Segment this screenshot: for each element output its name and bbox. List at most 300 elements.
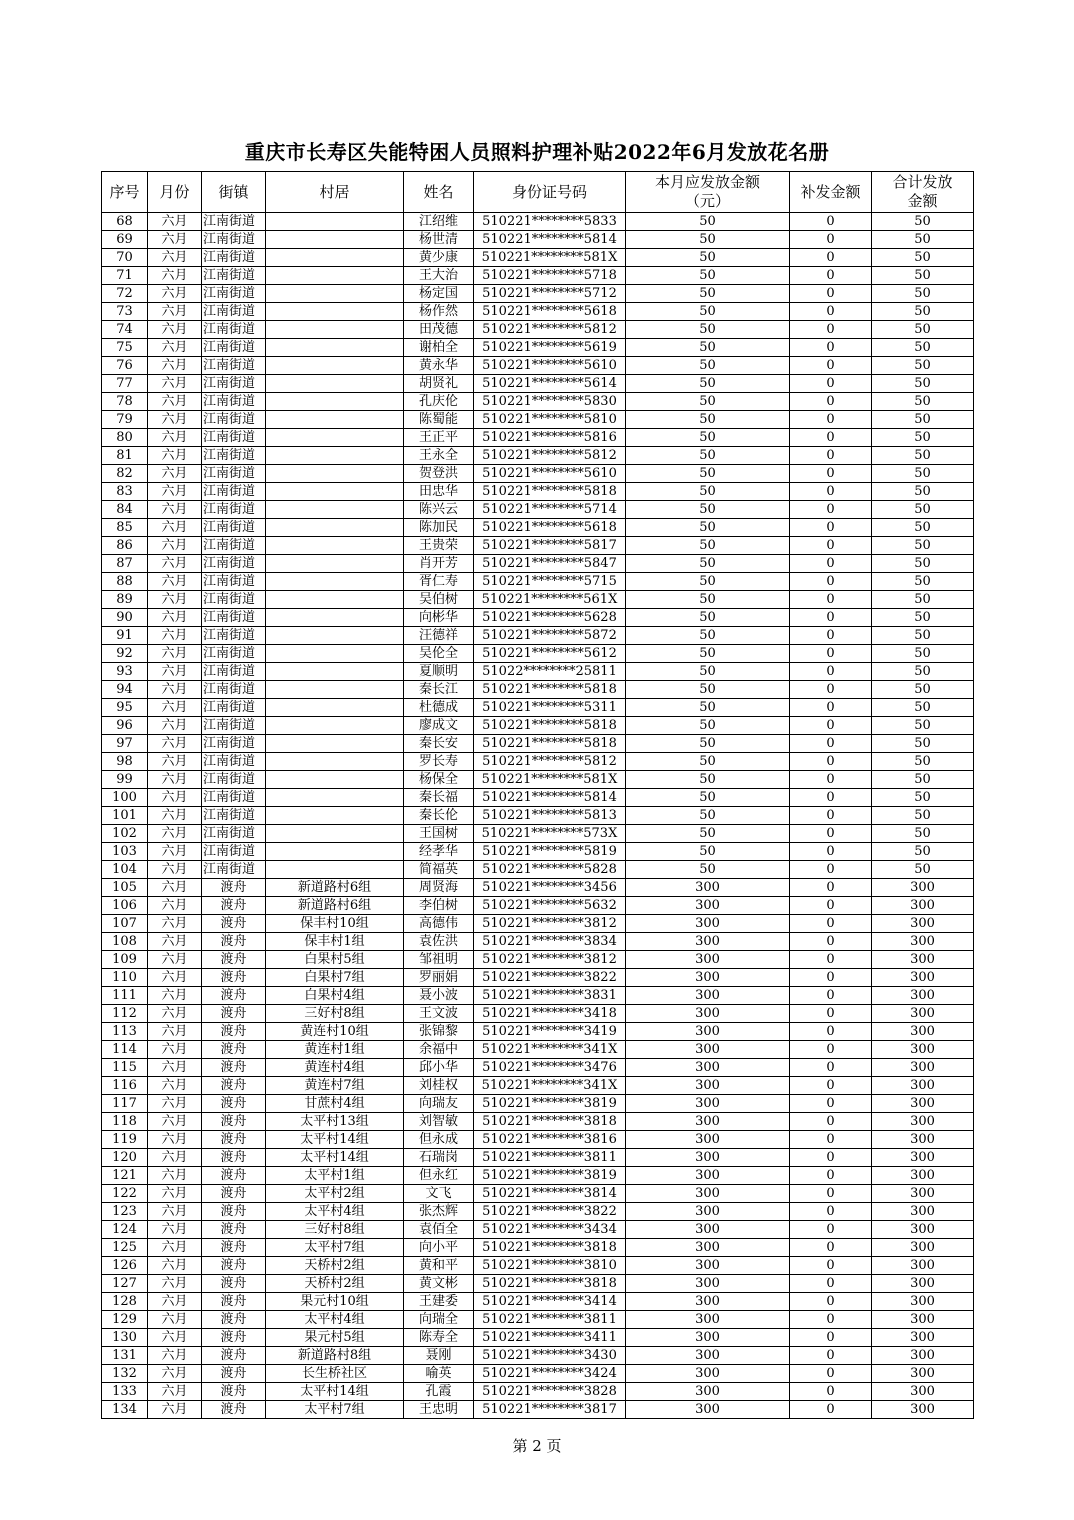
header-month: 月份	[148, 172, 202, 213]
cell-town: 渡舟	[202, 1131, 266, 1149]
cell-month: 六月	[148, 1077, 202, 1095]
cell-seq: 108	[102, 933, 148, 951]
table-row	[102, 1095, 974, 1113]
cell-month: 六月	[148, 717, 202, 735]
cell-seq: 75	[102, 339, 148, 357]
table-row	[102, 699, 974, 717]
cell-due-amount: 300	[626, 1149, 790, 1167]
cell-village	[266, 303, 404, 321]
cell-id-number: 510221********5810	[474, 411, 626, 429]
cell-due-amount: 50	[626, 303, 790, 321]
cell-month: 六月	[148, 411, 202, 429]
header-supplement-amount: 补发金额	[790, 172, 872, 213]
cell-month: 六月	[148, 267, 202, 285]
cell-seq: 133	[102, 1383, 148, 1401]
cell-month: 六月	[148, 375, 202, 393]
cell-month: 六月	[148, 321, 202, 339]
cell-supplement-amount: 0	[790, 681, 872, 699]
table-row	[102, 645, 974, 663]
cell-month: 六月	[148, 285, 202, 303]
cell-village: 天桥村2组	[266, 1257, 404, 1275]
cell-supplement-amount: 0	[790, 303, 872, 321]
cell-due-amount: 50	[626, 645, 790, 663]
table-row	[102, 753, 974, 771]
cell-id-number: 510221********3819	[474, 1095, 626, 1113]
cell-supplement-amount: 0	[790, 429, 872, 447]
table-row	[102, 1059, 974, 1077]
cell-village	[266, 861, 404, 879]
cell-supplement-amount: 0	[790, 825, 872, 843]
cell-total-amount: 300	[872, 915, 974, 933]
cell-seq: 98	[102, 753, 148, 771]
cell-seq: 99	[102, 771, 148, 789]
cell-id-number: 510221********3834	[474, 933, 626, 951]
cell-supplement-amount: 0	[790, 789, 872, 807]
cell-due-amount: 300	[626, 879, 790, 897]
cell-name: 罗丽娟	[404, 969, 474, 987]
cell-total-amount: 50	[872, 609, 974, 627]
cell-name: 江绍维	[404, 213, 474, 231]
cell-town: 江南街道	[202, 465, 266, 483]
cell-month: 六月	[148, 447, 202, 465]
cell-supplement-amount: 0	[790, 1059, 872, 1077]
cell-seq: 83	[102, 483, 148, 501]
cell-village: 果元村10组	[266, 1293, 404, 1311]
cell-id-number: 510221********3811	[474, 1311, 626, 1329]
cell-id-number: 510221********581X	[474, 249, 626, 267]
cell-supplement-amount: 0	[790, 1257, 872, 1275]
cell-total-amount: 50	[872, 699, 974, 717]
cell-id-number: 510221********3818	[474, 1239, 626, 1257]
cell-name: 秦长安	[404, 735, 474, 753]
cell-seq: 127	[102, 1275, 148, 1293]
table-row	[102, 1293, 974, 1311]
cell-seq: 116	[102, 1077, 148, 1095]
cell-seq: 110	[102, 969, 148, 987]
cell-due-amount: 300	[626, 1383, 790, 1401]
cell-town: 江南街道	[202, 393, 266, 411]
cell-town: 渡舟	[202, 879, 266, 897]
cell-total-amount: 50	[872, 663, 974, 681]
cell-month: 六月	[148, 1401, 202, 1419]
cell-id-number: 510221********3822	[474, 1203, 626, 1221]
cell-total-amount: 50	[872, 303, 974, 321]
cell-due-amount: 300	[626, 1329, 790, 1347]
cell-total-amount: 50	[872, 339, 974, 357]
cell-town: 渡舟	[202, 1239, 266, 1257]
cell-town: 江南街道	[202, 429, 266, 447]
cell-due-amount: 300	[626, 1077, 790, 1095]
cell-month: 六月	[148, 609, 202, 627]
cell-town: 渡舟	[202, 1041, 266, 1059]
cell-name: 田茂德	[404, 321, 474, 339]
cell-due-amount: 300	[626, 1257, 790, 1275]
cell-supplement-amount: 0	[790, 1239, 872, 1257]
cell-town: 渡舟	[202, 933, 266, 951]
cell-total-amount: 50	[872, 483, 974, 501]
cell-supplement-amount: 0	[790, 1077, 872, 1095]
cell-seq: 115	[102, 1059, 148, 1077]
cell-town: 江南街道	[202, 681, 266, 699]
cell-due-amount: 50	[626, 519, 790, 537]
cell-town: 江南街道	[202, 807, 266, 825]
cell-id-number: 510221********3424	[474, 1365, 626, 1383]
table-row	[102, 771, 974, 789]
cell-id-number: 510221********5612	[474, 645, 626, 663]
cell-seq: 69	[102, 231, 148, 249]
cell-total-amount: 50	[872, 465, 974, 483]
cell-month: 六月	[148, 213, 202, 231]
cell-supplement-amount: 0	[790, 771, 872, 789]
cell-month: 六月	[148, 339, 202, 357]
cell-village	[266, 843, 404, 861]
cell-due-amount: 300	[626, 1293, 790, 1311]
cell-due-amount: 300	[626, 969, 790, 987]
table-row	[102, 213, 974, 231]
header-town: 街镇	[202, 172, 266, 213]
cell-seq: 109	[102, 951, 148, 969]
roster-table	[101, 171, 974, 1419]
table-row	[102, 1077, 974, 1095]
cell-seq: 122	[102, 1185, 148, 1203]
cell-seq: 129	[102, 1311, 148, 1329]
cell-village	[266, 627, 404, 645]
cell-id-number: 510221********561X	[474, 591, 626, 609]
table-row	[102, 411, 974, 429]
cell-supplement-amount: 0	[790, 1023, 872, 1041]
cell-supplement-amount: 0	[790, 699, 872, 717]
cell-due-amount: 50	[626, 825, 790, 843]
cell-village	[266, 267, 404, 285]
cell-seq: 101	[102, 807, 148, 825]
cell-month: 六月	[148, 537, 202, 555]
cell-month: 六月	[148, 1329, 202, 1347]
cell-total-amount: 50	[872, 861, 974, 879]
header-due-amount-line2: （元）	[684, 192, 730, 210]
cell-id-number: 510221********5718	[474, 267, 626, 285]
header-village: 村居	[266, 172, 404, 213]
cell-town: 江南街道	[202, 285, 266, 303]
table-row	[102, 933, 974, 951]
table-row	[102, 861, 974, 879]
cell-supplement-amount: 0	[790, 519, 872, 537]
cell-total-amount: 300	[872, 1329, 974, 1347]
cell-id-number: 510221********5833	[474, 213, 626, 231]
cell-name: 周贤海	[404, 879, 474, 897]
cell-due-amount: 50	[626, 483, 790, 501]
cell-total-amount: 300	[872, 1275, 974, 1293]
cell-month: 六月	[148, 1185, 202, 1203]
cell-village	[266, 231, 404, 249]
cell-village: 黄连村4组	[266, 1059, 404, 1077]
cell-seq: 113	[102, 1023, 148, 1041]
cell-name: 高德伟	[404, 915, 474, 933]
cell-seq: 128	[102, 1293, 148, 1311]
cell-name: 陈兴云	[404, 501, 474, 519]
cell-name: 夏顺明	[404, 663, 474, 681]
table-row	[102, 483, 974, 501]
cell-total-amount: 300	[872, 1113, 974, 1131]
cell-seq: 90	[102, 609, 148, 627]
cell-supplement-amount: 0	[790, 663, 872, 681]
cell-id-number: 510221********5818	[474, 681, 626, 699]
header-total-amount-line1: 合计发放	[892, 173, 953, 191]
cell-name: 吴伯树	[404, 591, 474, 609]
cell-town: 渡舟	[202, 1185, 266, 1203]
cell-name: 简福英	[404, 861, 474, 879]
cell-supplement-amount: 0	[790, 1203, 872, 1221]
cell-seq: 104	[102, 861, 148, 879]
cell-due-amount: 50	[626, 285, 790, 303]
cell-town: 江南街道	[202, 213, 266, 231]
cell-village	[266, 519, 404, 537]
cell-id-number: 510221********5618	[474, 519, 626, 537]
cell-name: 杨定国	[404, 285, 474, 303]
cell-total-amount: 300	[872, 897, 974, 915]
cell-due-amount: 300	[626, 1239, 790, 1257]
cell-town: 江南街道	[202, 519, 266, 537]
cell-due-amount: 50	[626, 735, 790, 753]
cell-name: 吴伦全	[404, 645, 474, 663]
cell-seq: 121	[102, 1167, 148, 1185]
cell-due-amount: 300	[626, 1365, 790, 1383]
cell-seq: 91	[102, 627, 148, 645]
cell-total-amount: 50	[872, 393, 974, 411]
cell-village	[266, 429, 404, 447]
cell-supplement-amount: 0	[790, 267, 872, 285]
cell-seq: 103	[102, 843, 148, 861]
cell-id-number: 510221********5814	[474, 789, 626, 807]
cell-month: 六月	[148, 1005, 202, 1023]
table-row	[102, 807, 974, 825]
cell-due-amount: 50	[626, 843, 790, 861]
table-row	[102, 1113, 974, 1131]
cell-supplement-amount: 0	[790, 555, 872, 573]
cell-village	[266, 825, 404, 843]
cell-total-amount: 50	[872, 267, 974, 285]
cell-name: 黄和平	[404, 1257, 474, 1275]
cell-supplement-amount: 0	[790, 843, 872, 861]
cell-village	[266, 249, 404, 267]
cell-total-amount: 300	[872, 987, 974, 1005]
cell-village: 黄连村1组	[266, 1041, 404, 1059]
cell-name: 聂小波	[404, 987, 474, 1005]
cell-due-amount: 300	[626, 1113, 790, 1131]
cell-seq: 68	[102, 213, 148, 231]
cell-supplement-amount: 0	[790, 951, 872, 969]
table-row	[102, 951, 974, 969]
cell-village: 果元村5组	[266, 1329, 404, 1347]
cell-supplement-amount: 0	[790, 1005, 872, 1023]
cell-month: 六月	[148, 1365, 202, 1383]
cell-total-amount: 300	[872, 1005, 974, 1023]
cell-total-amount: 50	[872, 843, 974, 861]
cell-village: 黄连村10组	[266, 1023, 404, 1041]
cell-id-number: 510221********3810	[474, 1257, 626, 1275]
cell-name: 黄文彬	[404, 1275, 474, 1293]
cell-month: 六月	[148, 987, 202, 1005]
cell-month: 六月	[148, 1023, 202, 1041]
cell-id-number: 510221********5814	[474, 231, 626, 249]
table-row	[102, 915, 974, 933]
cell-month: 六月	[148, 735, 202, 753]
cell-name: 贺登洪	[404, 465, 474, 483]
cell-due-amount: 50	[626, 591, 790, 609]
cell-town: 江南街道	[202, 861, 266, 879]
cell-seq: 88	[102, 573, 148, 591]
cell-id-number: 510221********5715	[474, 573, 626, 591]
cell-seq: 74	[102, 321, 148, 339]
cell-village: 太平村7组	[266, 1401, 404, 1419]
table-row	[102, 519, 974, 537]
cell-month: 六月	[148, 1059, 202, 1077]
cell-id-number: 510221********3818	[474, 1113, 626, 1131]
cell-month: 六月	[148, 807, 202, 825]
cell-id-number: 510221********5610	[474, 357, 626, 375]
cell-total-amount: 50	[872, 537, 974, 555]
cell-id-number: 510221********3434	[474, 1221, 626, 1239]
cell-id-number: 510221********5812	[474, 447, 626, 465]
cell-total-amount: 50	[872, 231, 974, 249]
cell-village	[266, 375, 404, 393]
cell-village: 太平村4组	[266, 1311, 404, 1329]
cell-id-number: 510221********3811	[474, 1149, 626, 1167]
cell-supplement-amount: 0	[790, 447, 872, 465]
cell-due-amount: 50	[626, 627, 790, 645]
cell-supplement-amount: 0	[790, 285, 872, 303]
cell-id-number: 510221********3456	[474, 879, 626, 897]
cell-town: 渡舟	[202, 1023, 266, 1041]
cell-supplement-amount: 0	[790, 987, 872, 1005]
cell-name: 秦长江	[404, 681, 474, 699]
cell-name: 孔霞	[404, 1383, 474, 1401]
cell-month: 六月	[148, 1149, 202, 1167]
cell-total-amount: 50	[872, 591, 974, 609]
header-total-amount	[872, 172, 974, 213]
cell-month: 六月	[148, 789, 202, 807]
header-due-amount	[626, 172, 790, 213]
cell-due-amount: 300	[626, 1401, 790, 1419]
cell-town: 江南街道	[202, 753, 266, 771]
cell-due-amount: 300	[626, 897, 790, 915]
cell-due-amount: 300	[626, 1041, 790, 1059]
cell-town: 江南街道	[202, 591, 266, 609]
cell-due-amount: 300	[626, 1023, 790, 1041]
cell-month: 六月	[148, 933, 202, 951]
cell-seq: 96	[102, 717, 148, 735]
cell-month: 六月	[148, 573, 202, 591]
cell-month: 六月	[148, 879, 202, 897]
table-row	[102, 267, 974, 285]
cell-month: 六月	[148, 645, 202, 663]
cell-town: 江南街道	[202, 699, 266, 717]
cell-id-number: 510221********3818	[474, 1275, 626, 1293]
cell-town: 渡舟	[202, 951, 266, 969]
cell-total-amount: 50	[872, 411, 974, 429]
cell-seq: 119	[102, 1131, 148, 1149]
cell-town: 江南街道	[202, 555, 266, 573]
cell-supplement-amount: 0	[790, 807, 872, 825]
cell-total-amount: 50	[872, 753, 974, 771]
table-row	[102, 1149, 974, 1167]
cell-month: 六月	[148, 393, 202, 411]
table-row	[102, 1275, 974, 1293]
cell-village: 白果村4组	[266, 987, 404, 1005]
cell-seq: 84	[102, 501, 148, 519]
cell-total-amount: 300	[872, 1131, 974, 1149]
cell-supplement-amount: 0	[790, 645, 872, 663]
cell-name: 文飞	[404, 1185, 474, 1203]
table-row	[102, 375, 974, 393]
cell-village	[266, 681, 404, 699]
cell-name: 邱小华	[404, 1059, 474, 1077]
table-row	[102, 465, 974, 483]
cell-month: 六月	[148, 1275, 202, 1293]
cell-total-amount: 50	[872, 285, 974, 303]
cell-village: 太平村1组	[266, 1167, 404, 1185]
cell-seq: 97	[102, 735, 148, 753]
cell-seq: 112	[102, 1005, 148, 1023]
cell-id-number: 510221********5714	[474, 501, 626, 519]
cell-village	[266, 591, 404, 609]
cell-seq: 85	[102, 519, 148, 537]
cell-name: 汪德祥	[404, 627, 474, 645]
cell-supplement-amount: 0	[790, 915, 872, 933]
cell-name: 罗长寿	[404, 753, 474, 771]
cell-village	[266, 483, 404, 501]
page-title: 重庆市长寿区失能特困人员照料护理补贴2022年6月发放花名册	[244, 140, 830, 164]
cell-total-amount: 300	[872, 1077, 974, 1095]
cell-total-amount: 50	[872, 735, 974, 753]
cell-month: 六月	[148, 1113, 202, 1131]
table-row	[102, 1365, 974, 1383]
cell-town: 江南街道	[202, 375, 266, 393]
cell-town: 江南街道	[202, 321, 266, 339]
cell-seq: 125	[102, 1239, 148, 1257]
cell-due-amount: 50	[626, 267, 790, 285]
table-row	[102, 1347, 974, 1365]
cell-total-amount: 50	[872, 357, 974, 375]
cell-month: 六月	[148, 627, 202, 645]
cell-town: 渡舟	[202, 987, 266, 1005]
table-row	[102, 969, 974, 987]
cell-village: 保丰村10组	[266, 915, 404, 933]
cell-total-amount: 300	[872, 1149, 974, 1167]
cell-id-number: 510221********5818	[474, 483, 626, 501]
cell-supplement-amount: 0	[790, 879, 872, 897]
cell-supplement-amount: 0	[790, 411, 872, 429]
cell-id-number: 510221********5872	[474, 627, 626, 645]
cell-village	[266, 321, 404, 339]
table-row	[102, 1167, 974, 1185]
cell-name: 肖开芳	[404, 555, 474, 573]
cell-town: 江南街道	[202, 735, 266, 753]
cell-supplement-amount: 0	[790, 1311, 872, 1329]
cell-id-number: 510221********5614	[474, 375, 626, 393]
cell-total-amount: 300	[872, 1383, 974, 1401]
cell-village	[266, 465, 404, 483]
table-row	[102, 501, 974, 519]
cell-town: 江南街道	[202, 627, 266, 645]
cell-seq: 81	[102, 447, 148, 465]
cell-seq: 92	[102, 645, 148, 663]
table-row	[102, 555, 974, 573]
cell-month: 六月	[148, 303, 202, 321]
cell-supplement-amount: 0	[790, 213, 872, 231]
cell-town: 渡舟	[202, 1149, 266, 1167]
cell-id-number: 510221********5828	[474, 861, 626, 879]
cell-town: 江南街道	[202, 501, 266, 519]
